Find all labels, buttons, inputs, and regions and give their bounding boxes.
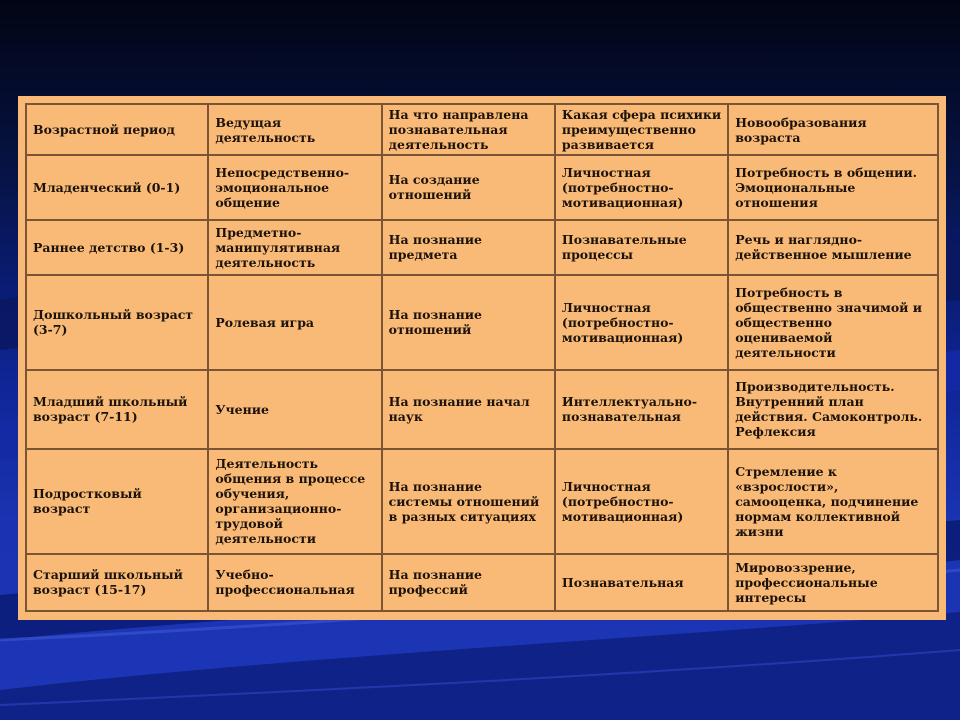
table-cell: Потребность в общественно значимой и общественно оцениваемой деятельности bbox=[728, 275, 938, 369]
table-cell: Личностная (потребностно-мотивационная) bbox=[555, 155, 728, 220]
table-cell: Стремление к «взрослости», самооценка, подчинение нормам коллективной жизни bbox=[728, 449, 938, 554]
table-cell: Мировоззрение, профессиональные интересы bbox=[728, 554, 938, 611]
table-cell: Интеллектуально-познавательная bbox=[555, 370, 728, 450]
table-cell: На познание отношений bbox=[382, 275, 555, 369]
table-row bbox=[26, 275, 938, 369]
table-cell: Учение bbox=[208, 370, 381, 450]
table-row bbox=[26, 155, 938, 220]
table-row bbox=[26, 370, 938, 450]
table-cell: Учебно-профессиональная bbox=[208, 554, 381, 611]
table-cell: Ролевая игра bbox=[208, 275, 381, 369]
table-cell: На познание профессий bbox=[382, 554, 555, 611]
table-row bbox=[26, 220, 938, 276]
table-cell: Младенческий (0-1) bbox=[26, 155, 208, 220]
table-header-cell: На что направлена познавательная деятельность bbox=[382, 104, 555, 155]
table-cell: Личностная (потребностно-мотивационная) bbox=[555, 449, 728, 554]
table-cell: Речь и наглядно-действенное мышление bbox=[728, 220, 938, 276]
table-header-cell: Ведущая деятельность bbox=[208, 104, 381, 155]
table-cell: Младший школьный возраст (7-11) bbox=[26, 370, 208, 450]
table-cell: Производительность. Внутренний план действия. Самоконтроль. Рефлексия bbox=[728, 370, 938, 450]
table-cell: На познание предмета bbox=[382, 220, 555, 276]
table-cell: На познание начал наук bbox=[382, 370, 555, 450]
table-header-cell: Какая сфера психики преимущественно развивается bbox=[555, 104, 728, 155]
table-header-cell: Возрастной период bbox=[26, 104, 208, 155]
table-cell: Старший школьный возраст (15-17) bbox=[26, 554, 208, 611]
table-cell: Личностная (потребностно-мотивационная) bbox=[555, 275, 728, 369]
age-periods-table-frame bbox=[18, 96, 946, 620]
table-row bbox=[26, 554, 938, 611]
table-cell: Непосредственно-эмоциональное общение bbox=[208, 155, 381, 220]
table-cell: На познание системы отношений в разных ситуациях bbox=[382, 449, 555, 554]
table-cell: Дошкольный возраст (3-7) bbox=[26, 275, 208, 369]
table-header-cell: Новообразования возраста bbox=[728, 104, 938, 155]
table-cell: Подростковый возраст bbox=[26, 449, 208, 554]
age-periods-table bbox=[25, 103, 939, 612]
table-cell: Раннее детство (1-3) bbox=[26, 220, 208, 276]
table-cell: Потребность в общении. Эмоциональные отношения bbox=[728, 155, 938, 220]
table-header-row bbox=[26, 104, 938, 155]
table-row bbox=[26, 449, 938, 554]
table-cell: Познавательная bbox=[555, 554, 728, 611]
table-cell: Предметно-манипулятивная деятельность bbox=[208, 220, 381, 276]
table-cell: На создание отношений bbox=[382, 155, 555, 220]
table-cell: Деятельность общения в процессе обучения, организационно-трудовой деятельности bbox=[208, 449, 381, 554]
table-cell: Познавательные процессы bbox=[555, 220, 728, 276]
